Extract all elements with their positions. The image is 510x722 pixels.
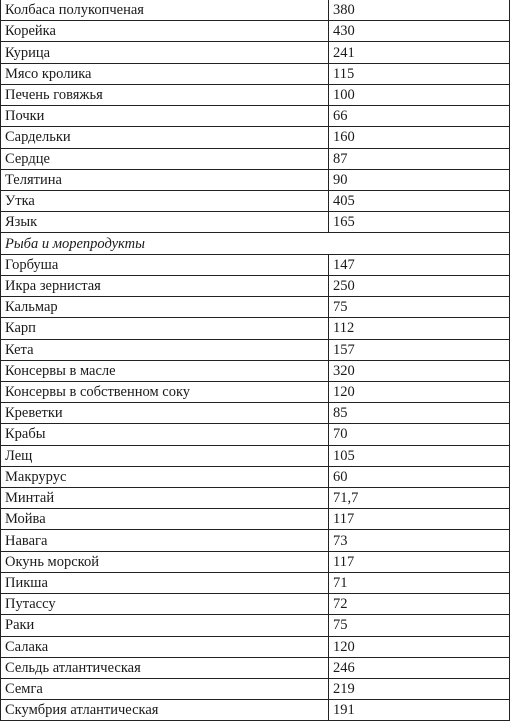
table-row xyxy=(1,297,510,318)
product-name: Салака xyxy=(1,636,329,657)
table-row xyxy=(1,657,510,678)
product-name: Корейка xyxy=(1,21,329,42)
table-row xyxy=(1,445,510,466)
product-value: 66 xyxy=(329,106,510,127)
product-value: 105 xyxy=(329,445,510,466)
product-value: 112 xyxy=(329,318,510,339)
product-name: Консервы в собственном соку xyxy=(1,381,329,402)
table-row xyxy=(1,551,510,572)
table-body xyxy=(1,0,510,721)
table-row xyxy=(1,148,510,169)
product-value: 405 xyxy=(329,190,510,211)
product-name: Почки xyxy=(1,106,329,127)
table-row xyxy=(1,106,510,127)
product-name: Карп xyxy=(1,318,329,339)
product-name: Сардельки xyxy=(1,127,329,148)
table-row xyxy=(1,275,510,296)
table-row xyxy=(1,572,510,593)
table-row xyxy=(1,594,510,615)
product-name: Икра зернистая xyxy=(1,275,329,296)
product-name: Макрурус xyxy=(1,466,329,487)
product-value: 147 xyxy=(329,254,510,275)
product-value: 160 xyxy=(329,127,510,148)
product-name: Мясо кролика xyxy=(1,63,329,84)
product-name: Мойва xyxy=(1,509,329,530)
product-value: 117 xyxy=(329,509,510,530)
table-row xyxy=(1,318,510,339)
product-name: Горбуша xyxy=(1,254,329,275)
product-value: 250 xyxy=(329,275,510,296)
table-row xyxy=(1,212,510,233)
product-value: 72 xyxy=(329,594,510,615)
product-name: Раки xyxy=(1,615,329,636)
product-value: 320 xyxy=(329,360,510,381)
table-row xyxy=(1,488,510,509)
product-value: 117 xyxy=(329,551,510,572)
table-row xyxy=(1,127,510,148)
product-value: 87 xyxy=(329,148,510,169)
product-value: 70 xyxy=(329,424,510,445)
product-name: Колбаса полукопченая xyxy=(1,0,329,21)
product-value: 241 xyxy=(329,42,510,63)
table-row xyxy=(1,403,510,424)
product-value: 115 xyxy=(329,63,510,84)
table-row xyxy=(1,254,510,275)
table-row xyxy=(1,21,510,42)
product-name: Сельдь атлантическая xyxy=(1,657,329,678)
table-row xyxy=(1,700,510,721)
product-name: Телятина xyxy=(1,169,329,190)
section-heading: Рыба и морепродукты xyxy=(1,233,510,254)
table-row xyxy=(1,190,510,211)
table-row xyxy=(1,615,510,636)
product-value: 219 xyxy=(329,679,510,700)
table-row xyxy=(1,679,510,700)
product-name: Пикша xyxy=(1,572,329,593)
table-row xyxy=(1,530,510,551)
table-row xyxy=(1,381,510,402)
product-value: 75 xyxy=(329,615,510,636)
product-value: 71 xyxy=(329,572,510,593)
product-value: 100 xyxy=(329,84,510,105)
product-name: Путассу xyxy=(1,594,329,615)
product-value: 71,7 xyxy=(329,488,510,509)
product-name: Утка xyxy=(1,190,329,211)
product-value: 120 xyxy=(329,381,510,402)
table-row xyxy=(1,169,510,190)
product-value: 191 xyxy=(329,700,510,721)
table-row xyxy=(1,509,510,530)
table-row xyxy=(1,636,510,657)
product-name: Креветки xyxy=(1,403,329,424)
product-name: Курица xyxy=(1,42,329,63)
product-value: 430 xyxy=(329,21,510,42)
product-name: Навага xyxy=(1,530,329,551)
product-value: 246 xyxy=(329,657,510,678)
product-name: Минтай xyxy=(1,488,329,509)
table-row xyxy=(1,424,510,445)
product-name: Кальмар xyxy=(1,297,329,318)
product-value: 73 xyxy=(329,530,510,551)
table-row xyxy=(1,466,510,487)
product-name: Сердце xyxy=(1,148,329,169)
product-value: 120 xyxy=(329,636,510,657)
table-row xyxy=(1,0,510,21)
product-name: Семга xyxy=(1,679,329,700)
product-value: 90 xyxy=(329,169,510,190)
product-name: Скумбрия атлантическая xyxy=(1,700,329,721)
product-value: 60 xyxy=(329,466,510,487)
product-name: Лещ xyxy=(1,445,329,466)
product-value: 85 xyxy=(329,403,510,424)
product-value: 75 xyxy=(329,297,510,318)
table-row xyxy=(1,63,510,84)
product-name: Окунь морской xyxy=(1,551,329,572)
product-name: Консервы в масле xyxy=(1,360,329,381)
product-value: 380 xyxy=(329,0,510,21)
product-name: Печень говяжья xyxy=(1,84,329,105)
product-value: 165 xyxy=(329,212,510,233)
product-value: 157 xyxy=(329,339,510,360)
product-name: Кета xyxy=(1,339,329,360)
product-name: Крабы xyxy=(1,424,329,445)
table-row xyxy=(1,84,510,105)
section-row xyxy=(1,233,510,254)
table-row xyxy=(1,360,510,381)
table-row xyxy=(1,339,510,360)
table-row xyxy=(1,42,510,63)
product-name: Язык xyxy=(1,212,329,233)
